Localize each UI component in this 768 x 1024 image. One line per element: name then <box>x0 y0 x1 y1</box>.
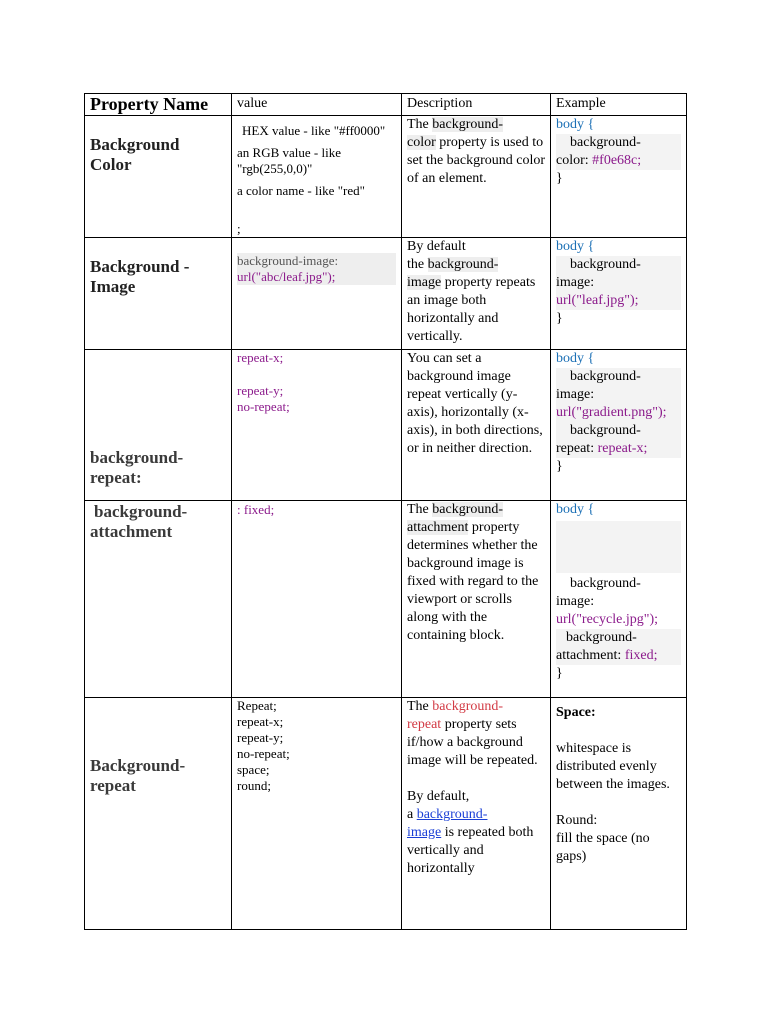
value-line: an RGB value - like <box>237 145 341 160</box>
value-line: background-image: <box>237 253 396 269</box>
property-name-line: repeat: <box>90 468 142 487</box>
example-code <box>551 350 686 476</box>
property-name-cell <box>85 350 232 501</box>
desc-text: By default, <box>407 789 470 804</box>
header-cell-example <box>551 94 687 116</box>
value-line: repeat-y; <box>237 730 284 745</box>
desc-text: property repeats an image both horizontally and vertically. <box>407 275 536 344</box>
example-code <box>551 501 686 683</box>
value-line: url("abc/leaf.jpg"); <box>237 269 396 285</box>
property-name-line: Background - <box>90 257 190 276</box>
code-property: repeat: <box>556 441 595 456</box>
desc-text: a <box>407 807 414 822</box>
header-property-name: Property Name <box>90 94 209 114</box>
description-cell <box>402 350 551 501</box>
description-cell <box>402 116 551 238</box>
code-brace: } <box>556 459 563 474</box>
example-code <box>551 238 686 328</box>
desc-text: By default <box>407 239 466 254</box>
description-cell <box>402 501 551 698</box>
code-property: background- <box>556 629 681 647</box>
value-line: : fixed; <box>237 502 275 517</box>
example-cell <box>551 350 687 501</box>
example-heading: Round: <box>556 813 598 828</box>
description-text <box>402 698 550 878</box>
background-image-link[interactable]: background- <box>416 807 488 822</box>
value-line: "rgb(255,0,0)" <box>237 161 313 176</box>
desc-text: The <box>407 117 429 132</box>
code-property: attachment: <box>556 648 622 663</box>
code-value: #f0e68c; <box>592 153 642 168</box>
example-desc: whitespace is distributed evenly between the images. <box>556 741 670 792</box>
example-cell <box>551 116 687 238</box>
code-property: image: <box>556 594 595 609</box>
code-property: background- <box>570 576 641 591</box>
code-selector: body <box>556 351 584 366</box>
code-brace: { <box>587 351 595 366</box>
code-property: background- <box>556 256 681 274</box>
table-header-row <box>85 94 687 116</box>
desc-text: property determines whether the background image is fixed with regard to the viewport or scrolls along with the containing block. <box>407 520 539 643</box>
example-text <box>551 698 686 866</box>
desc-code: color <box>407 135 436 150</box>
value-line: repeat-x; <box>237 350 284 365</box>
property-name-cell <box>85 501 232 698</box>
header-description: Description <box>407 96 473 111</box>
property-name-line: attachment <box>90 522 173 541</box>
code-property: color: <box>556 153 589 168</box>
value-list <box>232 238 401 285</box>
desc-code: background- <box>432 699 504 714</box>
code-selector: body <box>556 117 584 132</box>
desc-text: property is used to set the background color of an element. <box>407 135 546 186</box>
property-name-line: Image <box>90 277 136 296</box>
property-name-line: Background- <box>90 756 186 775</box>
header-cell-description <box>402 94 551 116</box>
code-property: image: <box>556 274 681 292</box>
header-value: value <box>237 96 268 111</box>
desc-text: The <box>407 502 429 517</box>
desc-code: background- <box>432 117 504 132</box>
value-line: repeat-x; <box>237 714 284 729</box>
value-list <box>232 116 401 237</box>
table-row <box>85 350 687 501</box>
desc-text: property sets if/how a background image will be repeated. <box>407 717 538 768</box>
property-name-cell <box>85 698 232 930</box>
header-cell-property <box>85 94 232 116</box>
code-value: repeat-x; <box>597 441 648 456</box>
value-cell <box>232 238 402 350</box>
code-brace: } <box>556 311 563 326</box>
property-name <box>85 238 231 297</box>
code-blank-line <box>556 521 681 573</box>
header-cell-value <box>232 94 402 116</box>
value-line: HEX value - like "#ff0000" <box>242 123 386 138</box>
desc-code: background- <box>427 257 499 272</box>
example-cell <box>551 501 687 698</box>
code-selector: body <box>556 239 584 254</box>
value-line: a color name - like "red" <box>237 183 365 198</box>
desc-code: attachment <box>407 520 469 535</box>
code-property: background- <box>556 368 681 386</box>
properties-table <box>84 93 687 930</box>
table-row <box>85 238 687 350</box>
code-property: background- <box>556 422 681 440</box>
code-brace: { <box>587 117 595 132</box>
value-line: no-repeat; <box>237 399 290 414</box>
property-name <box>85 350 231 488</box>
code-property: image: <box>556 386 681 404</box>
code-property: background- <box>556 134 681 152</box>
description-text <box>402 501 550 645</box>
background-image-link[interactable]: image <box>407 825 442 840</box>
table-row <box>85 501 687 698</box>
value-line: repeat-y; <box>237 383 284 398</box>
description-text <box>402 238 550 346</box>
property-name-line: background- <box>90 448 184 467</box>
description-cell <box>402 698 551 930</box>
example-heading: Space: <box>556 705 596 720</box>
example-code <box>551 116 686 188</box>
value-cell <box>232 698 402 930</box>
property-name-line: Color <box>90 155 132 174</box>
desc-code: background- <box>432 502 504 517</box>
value-cell <box>232 116 402 238</box>
code-value: fixed; <box>624 648 658 663</box>
value-cell <box>232 501 402 698</box>
property-name-cell <box>85 238 232 350</box>
example-desc: fill the space (no gaps) <box>556 831 650 864</box>
description-cell <box>402 238 551 350</box>
value-line: ; <box>237 221 241 236</box>
example-cell <box>551 698 687 930</box>
table-row <box>85 116 687 238</box>
value-line: no-repeat; <box>237 746 290 761</box>
value-list <box>232 350 401 415</box>
table-row <box>85 698 687 930</box>
property-name-cell <box>85 116 232 238</box>
property-name-line: repeat <box>90 776 136 795</box>
property-name <box>85 116 231 175</box>
code-selector: body <box>556 502 584 517</box>
value-line: Repeat; <box>237 698 277 713</box>
property-name-line: background- <box>94 502 188 521</box>
code-value: url("recycle.jpg"); <box>556 612 658 627</box>
example-cell <box>551 238 687 350</box>
header-example: Example <box>556 96 606 111</box>
value-cell <box>232 350 402 501</box>
property-name <box>85 501 231 542</box>
desc-text: The <box>407 699 429 714</box>
desc-code: repeat <box>407 717 442 732</box>
desc-text: the <box>407 257 425 272</box>
description-text: You can set a background image repeat vertically (y-axis), horizontally (x-axis), in both directions, or in neither direction. <box>407 351 543 456</box>
description-text <box>402 116 550 188</box>
value-line: round; <box>237 778 271 793</box>
code-brace: { <box>587 502 595 517</box>
property-name <box>85 698 231 796</box>
property-name-line: Background <box>90 135 180 154</box>
desc-text: is repeated both vertically and horizontally <box>407 825 534 876</box>
value-list <box>232 698 401 794</box>
desc-code: image <box>407 275 442 290</box>
code-brace: { <box>587 239 595 254</box>
code-brace: } <box>556 666 563 681</box>
code-value: url("leaf.jpg"); <box>556 292 681 310</box>
code-brace: } <box>556 171 563 186</box>
value-line: space; <box>237 762 270 777</box>
code-value: url("gradient.png"); <box>556 404 681 422</box>
